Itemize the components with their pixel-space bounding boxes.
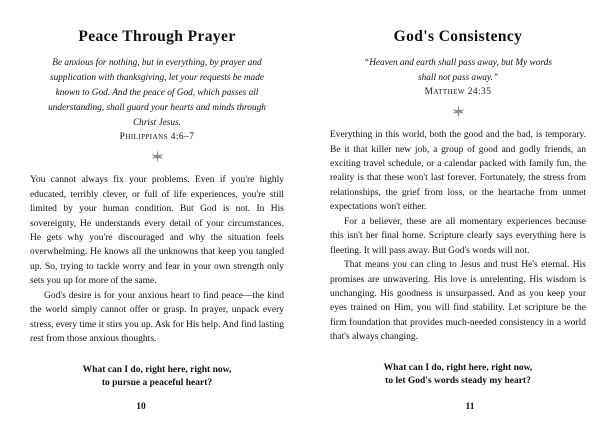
scripture-epigraph: “Heaven and earth shall pass away, but My words shall not pass away.”: [364, 58, 552, 84]
page-number: 11: [465, 402, 475, 412]
reflection-line-2: to let God's words steady my heart?: [385, 376, 531, 387]
page-right: [306, 0, 612, 432]
reflection-line-2: to pursue a peaceful heart?: [101, 378, 213, 389]
reflection-question: [330, 362, 586, 390]
reflection-line-1: What can I do, right here, right now,: [82, 364, 232, 375]
page-title: Peace Through Prayer: [78, 28, 236, 45]
scripture-epigraph: Be anxious for nothing, but in everything, by prayer and supplication with thanksgiving, let your requests be made known to God. And the peace of God, which passes all understanding, shall guard your hearts and minds through Christ Jesus.: [48, 58, 266, 129]
ornament-divider: [330, 104, 586, 118]
ornament-divider: [30, 149, 284, 163]
reflection-question: [30, 364, 284, 392]
reflection-line-1: What can I do, right here, right now,: [383, 362, 533, 373]
devotional-body: [330, 128, 586, 345]
body-paragraph: That means you can cling to Jesus and trust He's eternal. His promises are unwavering. His love is unrelenting. His wisdom is unchanging. His goodness is unsurpassed. And as you keep your eyes trained on Him, you will find stability. Let scripture be the firm foundation that provides much-needed consistency in a world that's always changing.: [330, 260, 586, 343]
page-number: 10: [136, 402, 146, 412]
page-title: God's Consistency: [393, 28, 523, 45]
cross-ornament: [151, 150, 164, 163]
body-paragraph: Everything in this world, both the good and the bad, is temporary. Be it that killer new job, a group of good and godly friends, an exciting travel schedule, or a calendar packed with family fun, the reality is that these won't last forever. Fortunately, the stress from relationships, the grief from loss, or the heartache from unmet expectations won't either.: [330, 130, 586, 213]
body-paragraph: God's desire is for your anxious heart to find peace—the kind the world simply cannot offer or grasp. In prayer, unpack every stress, every time it stirs you up. Ask for His help. And find lasting rest from those anxious thoughts.: [30, 290, 284, 345]
body-paragraph: For a believer, these are all momentary experiences because this isn't her final home. Scripture clearly says everything here is fleeting. It will pass away. But God's words will not.: [330, 216, 586, 256]
scripture-citation: Matthew 24:35: [424, 87, 492, 98]
devotional-body: [30, 173, 284, 346]
scripture-citation: Philippians 4:6–7: [119, 132, 195, 143]
body-paragraph: You cannot always fix your problems. Even if you're highly educated, terribly clever, or full of life experiences, you're still limited by your human condition. But God is not. In His sovereignty, He understands every detail of your circumstances. He gets why you're discouraged and why the situation feels overwhelming. He knows all the unknowns that keep you tangled up. So, trying to tackle worry and fear in your own strength only sets you up for more of the same.: [30, 175, 284, 287]
cross-ornament: [452, 105, 465, 118]
